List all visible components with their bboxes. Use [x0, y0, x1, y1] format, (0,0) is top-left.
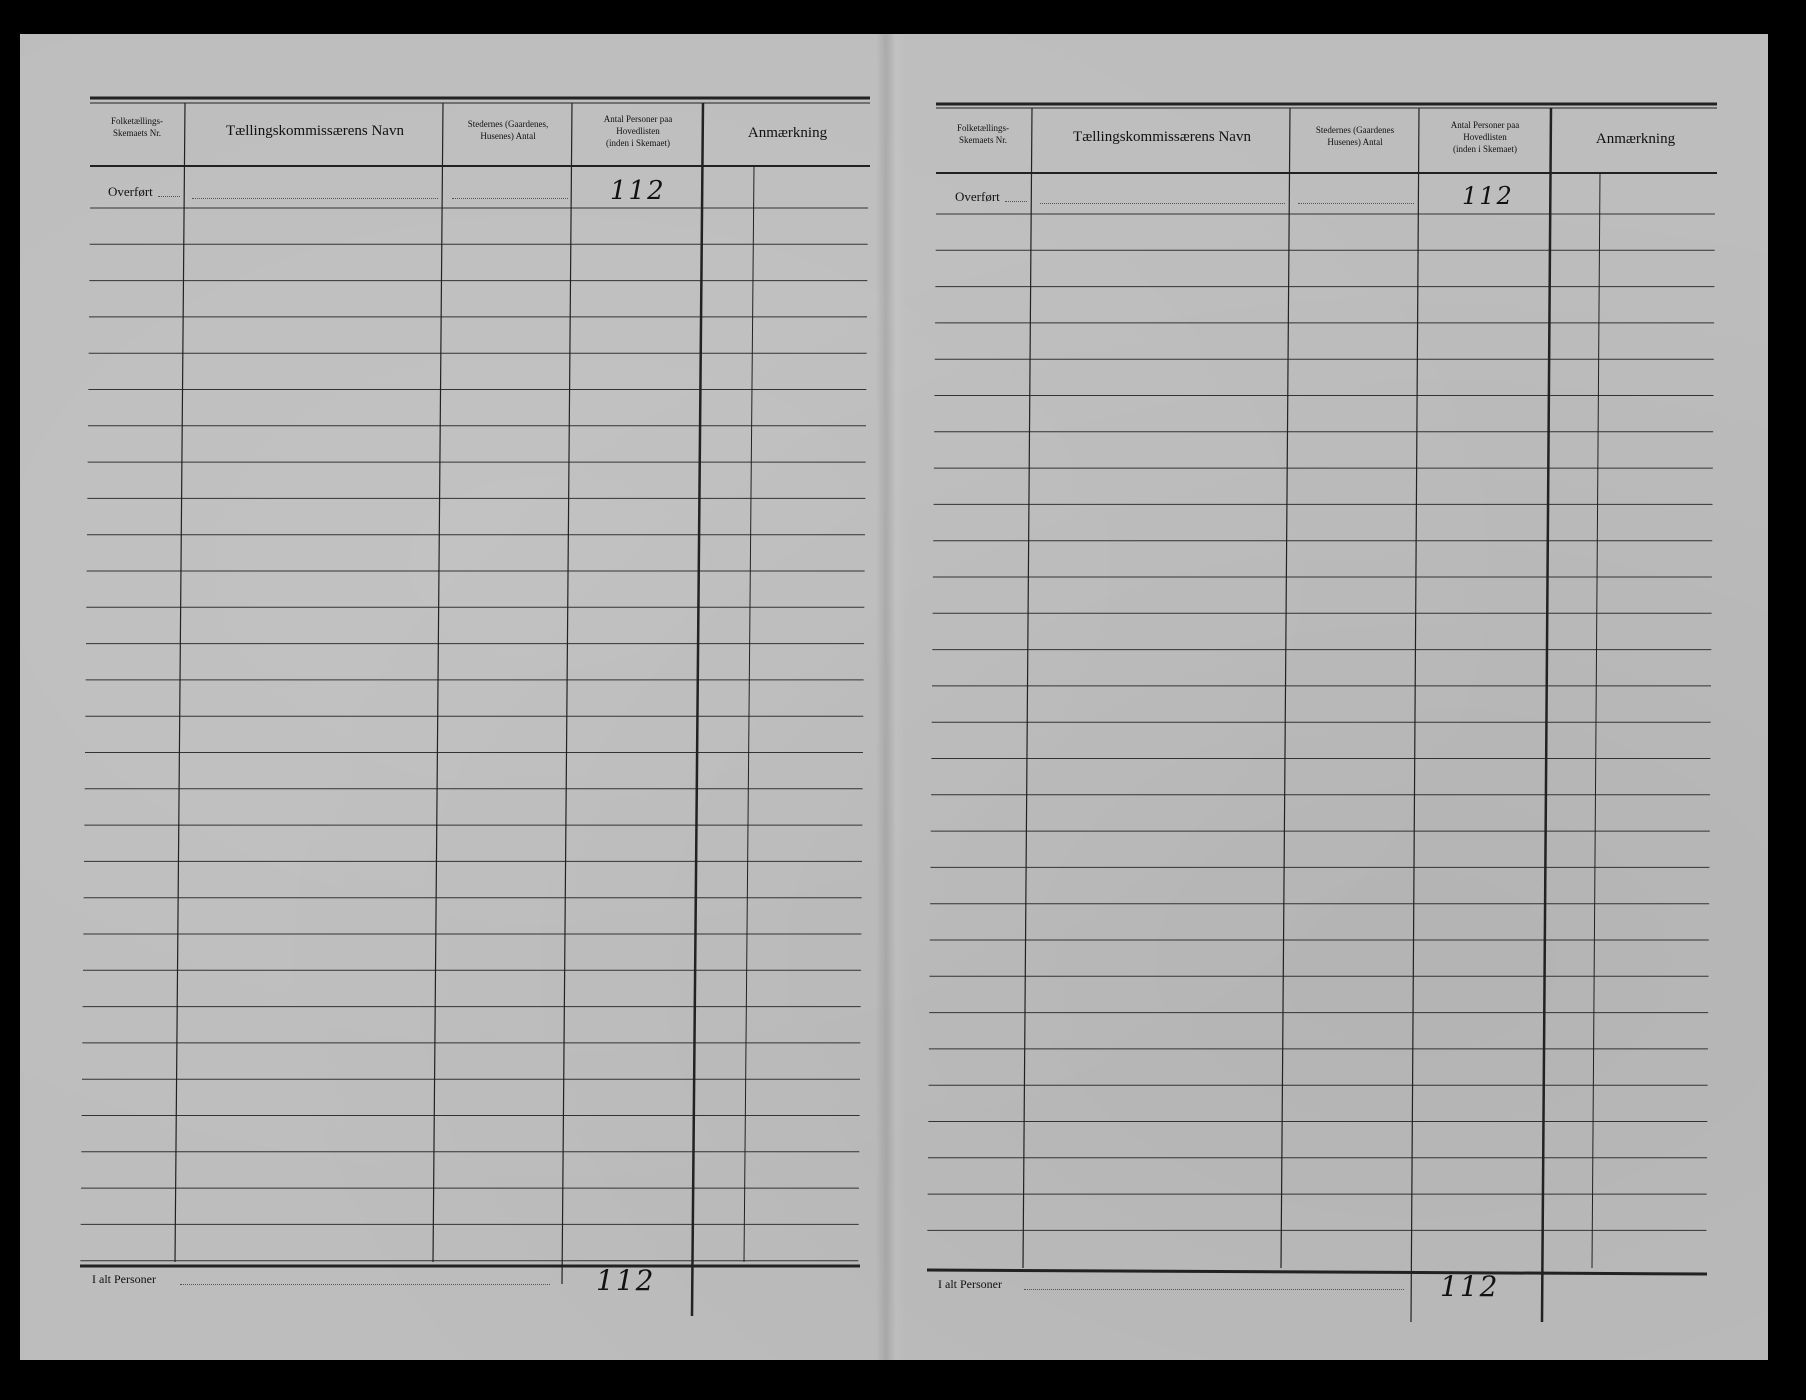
header-kommissaer-navn: Tællingskommissærens Navn	[1073, 129, 1251, 145]
header-folketaellings-nr: Folketællings- Skemaets Nr.	[110, 116, 163, 138]
navn-dots	[192, 198, 438, 199]
overfort-label: Overført	[955, 189, 1000, 204]
total-dots	[180, 1284, 550, 1285]
overfort-dots	[158, 196, 180, 197]
header-antal-personer: Antal Personer paa Hovedlisten (inden i Skemaet)	[1450, 120, 1520, 154]
total-dots	[1024, 1289, 1404, 1290]
header-folketaellings-nr: Folketællings- Skemaets Nr.	[956, 123, 1009, 145]
header-stedernes-antal: Stedernes (Gaardenes, Husenes) Antal	[467, 119, 549, 141]
overfort-value: 112	[610, 176, 666, 206]
left-page-grid	[0, 0, 900, 1400]
right-page	[900, 0, 1806, 1400]
total-label: I alt Personer	[92, 1272, 156, 1286]
overfort-value: 112	[1462, 182, 1514, 210]
right-page-grid	[900, 0, 1806, 1400]
antal-dots	[452, 198, 568, 199]
left-page	[0, 0, 900, 1400]
total-value: 112	[596, 1264, 656, 1297]
total-label: I alt Personer	[938, 1277, 1002, 1291]
total-value: 112	[1440, 1270, 1500, 1303]
header-kommissaer-navn: Tællingskommissærens Navn	[226, 123, 404, 139]
header-stedernes-antal: Stedernes (Gaardenes Husenes) Antal	[1315, 125, 1395, 147]
header-anmaerkning: Anmærkning	[1595, 131, 1676, 147]
header-antal-personer: Antal Personer paa Hovedlisten (inden i Skemaet)	[603, 114, 673, 148]
antal-dots	[1298, 203, 1414, 204]
header-anmaerkning: Anmærkning	[747, 125, 828, 141]
navn-dots	[1040, 203, 1285, 204]
overfort-label: Overført	[108, 184, 153, 199]
overfort-dots	[1005, 201, 1027, 202]
